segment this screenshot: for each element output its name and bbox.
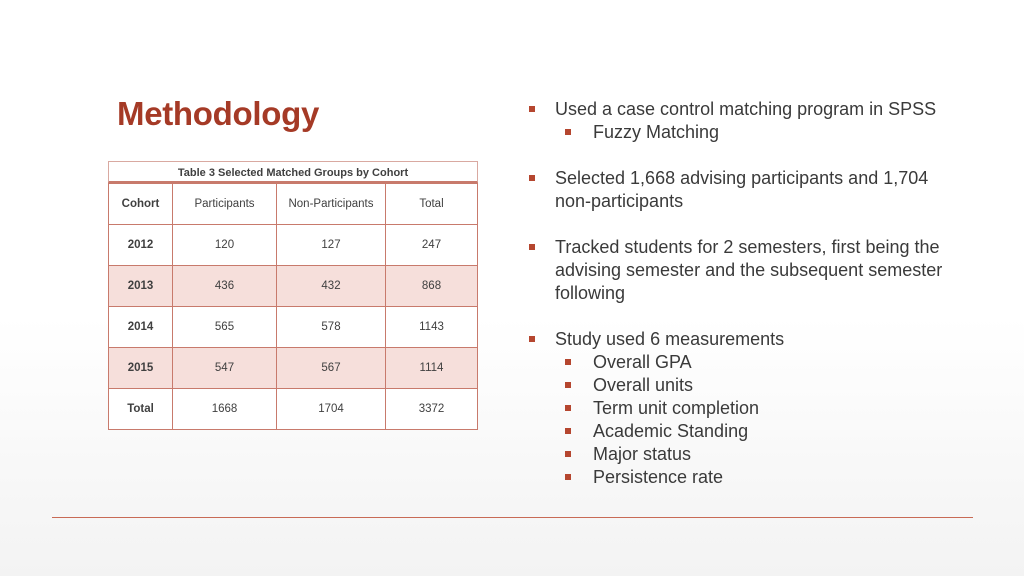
- bullet-list: [528, 98, 958, 512]
- square-bullet-icon: [565, 451, 571, 457]
- table-caption: Table 3 Selected Matched Groups by Cohort: [108, 161, 478, 183]
- sub-bullet-item: [555, 397, 958, 420]
- table-row: [109, 348, 478, 389]
- participants-cell: 120: [173, 225, 277, 266]
- cohort-table-container: [108, 161, 478, 430]
- table-row: [109, 266, 478, 307]
- table-header-row: [109, 184, 478, 225]
- non-participants-cell: 567: [277, 348, 386, 389]
- table-row-total: [109, 389, 478, 430]
- square-bullet-icon: [565, 359, 571, 365]
- sub-bullet-text: Overall units: [593, 375, 694, 395]
- sub-bullet-text: Term unit completion: [593, 398, 760, 418]
- bullet-text: Study used 6 measurements: [555, 329, 785, 349]
- bullet-item: [528, 98, 958, 144]
- square-bullet-icon: [529, 175, 535, 181]
- non-participants-cell: 1704: [277, 389, 386, 430]
- total-cell: 3372: [386, 389, 478, 430]
- sub-bullet-text: Academic Standing: [593, 421, 749, 441]
- cohort-cell: 2014: [109, 307, 173, 348]
- participants-cell: 565: [173, 307, 277, 348]
- bullet-text: Selected 1,668 advising participants and 1,704 non-participants: [555, 168, 929, 211]
- bullet-item: [528, 328, 958, 489]
- sub-bullet-item: [555, 466, 958, 489]
- participants-cell: 436: [173, 266, 277, 307]
- sub-bullet-item: [555, 351, 958, 374]
- bullet-item: [528, 167, 958, 213]
- footer-divider: [52, 517, 973, 518]
- header-participants: Participants: [173, 184, 277, 225]
- total-cell: 868: [386, 266, 478, 307]
- participants-cell: 547: [173, 348, 277, 389]
- total-cell: 1114: [386, 348, 478, 389]
- participants-cell: 1668: [173, 389, 277, 430]
- header-cohort: Cohort: [109, 184, 173, 225]
- cohort-table: [108, 183, 478, 430]
- non-participants-cell: 578: [277, 307, 386, 348]
- sub-bullet-item: [555, 420, 958, 443]
- slide-title: Methodology: [117, 95, 319, 132]
- sub-bullet-text: Persistence rate: [593, 467, 724, 487]
- square-bullet-icon: [529, 106, 535, 112]
- cohort-cell: 2012: [109, 225, 173, 266]
- total-cell: 1143: [386, 307, 478, 348]
- square-bullet-icon: [565, 428, 571, 434]
- square-bullet-icon: [565, 382, 571, 388]
- square-bullet-icon: [529, 244, 535, 250]
- table-row: [109, 225, 478, 266]
- cohort-cell: 2015: [109, 348, 173, 389]
- sub-bullet-text: Overall GPA: [593, 352, 692, 372]
- sub-bullet-text: Major status: [593, 444, 692, 464]
- cohort-cell: 2013: [109, 266, 173, 307]
- square-bullet-icon: [565, 405, 571, 411]
- bullet-item: [528, 236, 958, 305]
- bullet-text: Used a case control matching program in SPSS: [555, 99, 937, 119]
- table-row: [109, 307, 478, 348]
- sub-bullet-item: [555, 374, 958, 397]
- non-participants-cell: 127: [277, 225, 386, 266]
- sub-bullet-item: [555, 443, 958, 466]
- square-bullet-icon: [565, 129, 571, 135]
- cohort-cell: Total: [109, 389, 173, 430]
- header-non-participants: Non-Participants: [277, 184, 386, 225]
- total-cell: 247: [386, 225, 478, 266]
- non-participants-cell: 432: [277, 266, 386, 307]
- square-bullet-icon: [565, 474, 571, 480]
- sub-bullet-item: [555, 121, 958, 144]
- header-total: Total: [386, 184, 478, 225]
- sub-bullet-text: Fuzzy Matching: [593, 122, 720, 142]
- bullet-text: Tracked students for 2 semesters, first being the advising semester and the subsequent semester following: [555, 237, 943, 303]
- square-bullet-icon: [529, 336, 535, 342]
